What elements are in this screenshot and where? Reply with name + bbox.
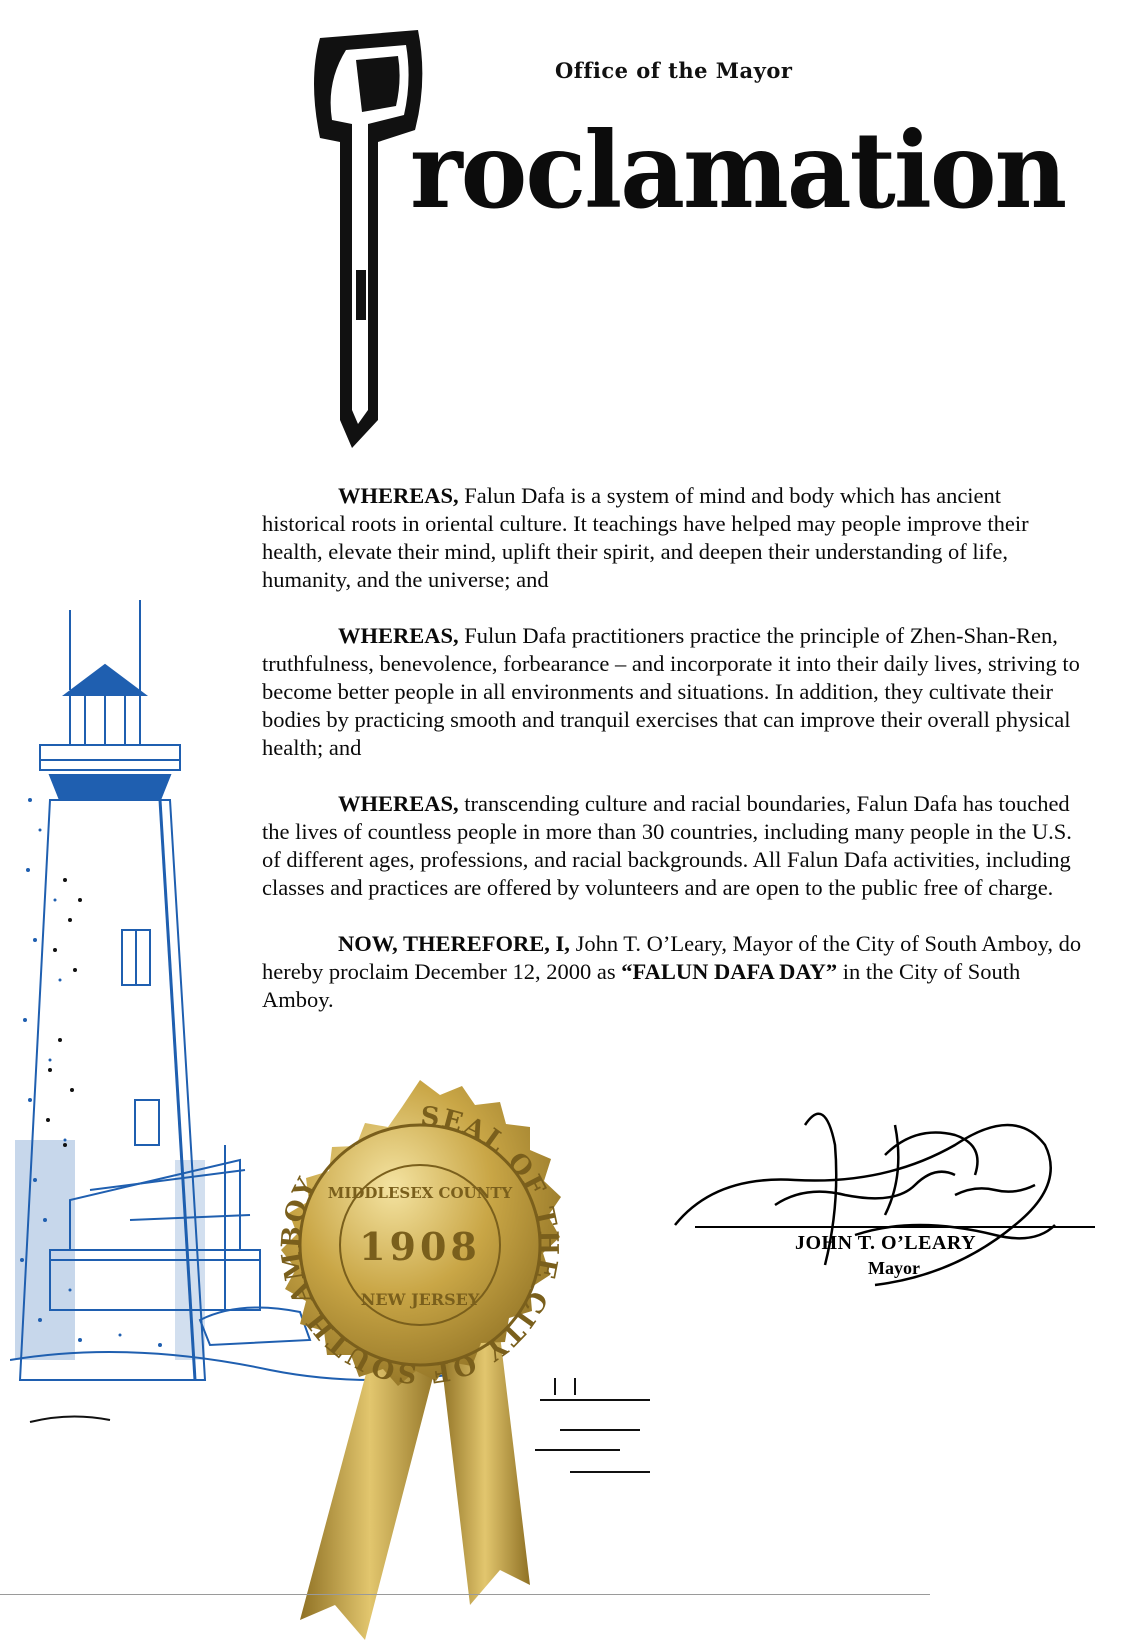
signer-name: JOHN T. O’LEARY (795, 1232, 977, 1254)
whereas-lead: WHEREAS, (338, 791, 459, 816)
whereas-lead: WHEREAS, (338, 483, 459, 508)
signature-line (695, 1226, 1095, 1228)
paragraph-text: transcending culture and racial boundaries, Falun Dafa has touched the lives of countless people in more than 30 countries, including many people in the U.S. of different ages, professions, and racial backgrounds. All Falun Dafa activities, including classes and practices are offered by volunteers and are open to the public free of charge. (262, 791, 1072, 900)
ribbon-right (440, 1335, 530, 1605)
seal-county: MIDDLESEX COUNTY (327, 1184, 513, 1202)
signer-title: Mayor (868, 1258, 920, 1278)
paragraph-text: Falun Dafa is a system of mind and body which has ancient historical roots in oriental culture. It teachings have helped may people improve their health, elevate their mind, uplift their spirit, and deepen their understanding of life, humanity, and the universe; and (262, 483, 1029, 592)
seal-state: NEW JERSEY (360, 1290, 480, 1309)
paragraph-text: Fulun Dafa practitioners practice the principle of Zhen-Shan-Ren, truthfulness, benevolence, forbearance – and incorporate it into their daily lives, striving to become better people in all environments and situations. In addition, they cultivate their bodies by practicing smooth and tranquil exercises that can improve their overall physical health; and (262, 623, 1080, 760)
therefore-lead: NOW, THEREFORE, I, (338, 931, 570, 956)
bottom-rule (0, 1594, 930, 1595)
seal-ring-text: SEAL OF THE CITY OF SOUTH AMBOY (276, 1101, 564, 1389)
whereas-lead: WHEREAS, (338, 623, 459, 648)
city-seal (255, 1080, 585, 1646)
paragraph-text: John T. O’Leary, Mayor of the City of South Amboy, do hereby proclaim December 12, 2000 as (262, 931, 1082, 984)
decorative-initial-p (300, 20, 430, 450)
whereas-paragraph-1 (262, 482, 1087, 594)
seal-year: 1908 (359, 1224, 481, 1269)
office-of-the-mayor: Office of the Mayor (555, 58, 793, 83)
proclamation-title: roclamation (410, 108, 1066, 233)
falun-dafa-day: “FALUN DAFA DAY” (621, 959, 838, 984)
paragraph-text: in the City of South Amboy. (262, 959, 1021, 1012)
